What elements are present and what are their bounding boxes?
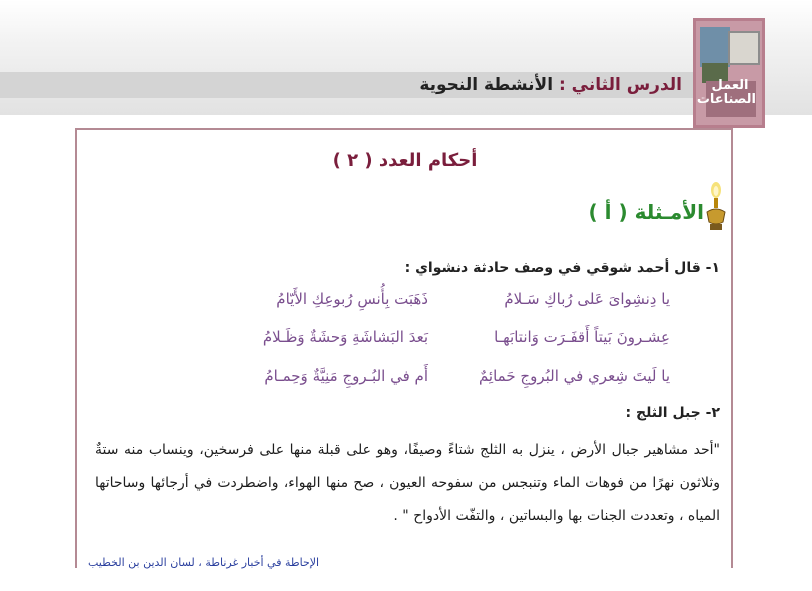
- source-citation: الإحاطة في أخبار غرناطة ، لسان الدين بن الخطيب: [88, 556, 320, 569]
- lesson-topic: الأنشطة النحوية: [419, 75, 554, 95]
- page-title: أحكام العدد ( ٢ ): [332, 150, 478, 171]
- item2-heading: ٢- جبل الثلج :: [625, 405, 720, 421]
- verse3-second-hemistich: أَم في البُـروجِ مَنِيَّةٌ وَحِمـامُ: [264, 367, 428, 385]
- verse2-first-hemistich: عِشـرونَ بَيتاً أَقفَـرَت وَانتابَهـا: [494, 328, 670, 346]
- verse2-second-hemistich: بَعدَ البَشاشَةِ وَحشَةٌ وَظَـلامُ: [262, 328, 428, 346]
- cover-title: العمل الصناعات: [696, 78, 756, 107]
- lesson-title: [419, 72, 682, 98]
- lamp-icon: [704, 182, 728, 234]
- examples-heading: الأمـثلة ( أ ): [588, 200, 704, 224]
- item1-heading: ١- قال أحمد شوقي في وصف حادثة دنشواي :: [404, 260, 720, 276]
- book-cover-image: [693, 18, 765, 128]
- item2-paragraph: "أحد مشاهير جبال الأرض ، ينزل به الثلج شتاءً وصيفًا، وهو على قبلة منها على فرسخين، وينساب منه ستةٌ وثلاثون نهرًا من فوهات الماء وتنبجس من سفوحه العيون ، صح منها الهواء، واضطردت في أرجائها وساحاتها المياه ، وتعددت الجنات بها والبساتين ، والتفّت الأدواح " .: [95, 442, 720, 524]
- lesson-label: الدرس الثاني :: [558, 75, 682, 95]
- verse3-first-hemistich: يا لَيتَ شِعري في البُروجِ حَمائِمٌ: [478, 367, 670, 385]
- verse1-second-hemistich: ذَهَبَت بِأُنسِ رُبوعِكِ الأَيّامُ: [276, 290, 428, 308]
- verse1-first-hemistich: يا دِنشِواىَ عَلى رُباكِ سَـلامُ: [504, 290, 670, 308]
